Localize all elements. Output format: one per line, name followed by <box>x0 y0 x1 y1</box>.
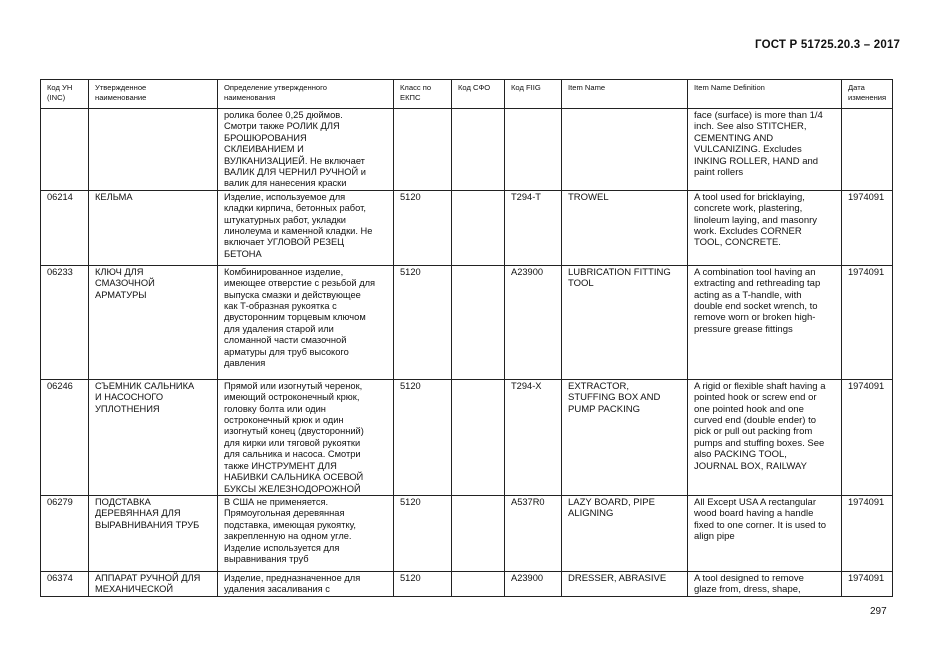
col-name-cell <box>89 109 218 191</box>
text-line: Прямоугольная деревянная <box>224 508 345 519</box>
col-fiig-header <box>505 80 562 109</box>
text-line: Смотри также РОЛИК ДЛЯ <box>224 121 340 132</box>
col-definition-header <box>218 80 394 109</box>
col-definition-cell <box>218 571 394 596</box>
text-line: Дата <box>848 83 865 92</box>
text-line: extracting and rethreading tap <box>694 278 821 290</box>
text-line: включает УГЛОВОЙ РЕЗЕЦ <box>224 237 345 248</box>
text-line: STUFFING BOX AND <box>568 392 661 404</box>
text-line: УПЛОТНЕНИЯ <box>95 403 160 414</box>
text-line: кладки кирпича, бетонных работ, <box>224 203 366 214</box>
table-body <box>41 109 893 597</box>
col-definition-cell <box>218 265 394 379</box>
col-date-header <box>842 80 893 109</box>
text-line: A tool designed to remove <box>694 572 804 584</box>
col-item-name-cell <box>562 109 688 191</box>
col-sfo-cell <box>452 379 505 495</box>
text-line: A23900 <box>511 572 544 583</box>
text-line: DRESSER, ABRASIVE <box>568 572 667 584</box>
text-line: валик для нанесения краски <box>224 178 347 189</box>
col-sfo-cell <box>452 495 505 571</box>
text-line: ЕКПС <box>400 93 421 102</box>
text-line: ВЫРАВНИВАНИЯ ТРУБ <box>95 519 200 530</box>
text-line: давления <box>224 358 266 369</box>
col-inc-cell <box>41 379 89 495</box>
col-definition-cell <box>218 379 394 495</box>
col-item-definition-cell <box>688 495 842 571</box>
text-line: ALIGNING <box>568 508 614 520</box>
col-name-cell <box>89 190 218 265</box>
text-line: A537R0 <box>511 496 545 507</box>
col-sfo-header <box>452 80 505 109</box>
col-item-name-cell <box>562 571 688 596</box>
text-line: 06214 <box>47 191 73 202</box>
table-row <box>41 265 893 379</box>
text-line: КЕЛЬМА <box>95 191 133 202</box>
text-line: имеющее отверстие с резьбой для <box>224 278 376 289</box>
col-name-cell <box>89 571 218 596</box>
text-line: 1974091 <box>848 572 885 583</box>
text-line: ВАЛИК ДЛЯ ЧЕРНИЛ РУЧНОЙ и <box>224 167 366 178</box>
text-line: линолеума и каменной кладки. Не <box>224 226 373 237</box>
text-line: A rigid or flexible shaft having a <box>694 380 826 392</box>
text-line: linoleum laying, and masonry <box>694 214 818 226</box>
col-definition-cell <box>218 495 394 571</box>
text-line: 06246 <box>47 380 73 391</box>
col-item-name-cell <box>562 190 688 265</box>
col-fiig-cell <box>505 190 562 265</box>
text-line: 1974091 <box>848 380 885 391</box>
text-line: 5120 <box>400 191 421 202</box>
text-line: закрепленную на одном угле. <box>224 531 352 542</box>
text-line: 06374 <box>47 572 73 583</box>
page-number: 297 <box>870 606 887 617</box>
col-inc-cell <box>41 190 89 265</box>
text-line: pick or pull out packing from <box>694 426 813 438</box>
text-line: СМАЗОЧНОЙ <box>95 278 155 289</box>
col-sfo-cell <box>452 265 505 379</box>
text-line: Код СФО <box>458 83 491 92</box>
text-line: КЛЮЧ ДЛЯ <box>95 266 144 277</box>
col-inc-cell <box>41 109 89 191</box>
col-date-cell <box>842 379 893 495</box>
text-line: остроконечный крюк и один <box>224 415 344 426</box>
text-line: удаления засаливания с <box>224 584 330 595</box>
col-fiig-cell <box>505 571 562 596</box>
text-line: имеющий остроконечный крюк, <box>224 392 360 403</box>
text-line: штукатурных работ, укладки <box>224 214 346 225</box>
col-fiig-cell <box>505 109 562 191</box>
text-line: also PACKING TOOL, <box>694 449 787 461</box>
text-line: выпуска смазки и действующее <box>224 289 361 300</box>
text-line: one pointed hook and one <box>694 403 804 415</box>
text-line: A tool used for bricklaying, <box>694 191 805 203</box>
text-line: remove worn or broken high- <box>694 312 816 324</box>
table-header-row <box>41 80 893 109</box>
text-line: Item Name Definition <box>694 83 765 92</box>
text-line: VULCANIZING. Excludes <box>694 144 802 156</box>
col-sfo-cell <box>452 571 505 596</box>
col-item-definition-cell <box>688 379 842 495</box>
col-fiig-cell <box>505 265 562 379</box>
text-line: наименование <box>95 93 147 102</box>
col-name-header <box>89 80 218 109</box>
col-item-definition-header <box>688 80 842 109</box>
text-line: арматуры для труб высокого <box>224 346 349 357</box>
text-line: Класс по <box>400 83 432 92</box>
text-line: наименования <box>224 93 276 102</box>
text-line: pointed hook or screw end or <box>694 392 817 404</box>
standard-code: ГОСТ Р 51725.20.3 – 2017 <box>755 39 901 51</box>
col-sfo-cell <box>452 190 505 265</box>
text-line: СКЛЕИВАНИЕМ И <box>224 144 304 155</box>
text-line: АППАРАТ РУЧНОЙ ДЛЯ <box>95 572 201 583</box>
text-line: БУКСЫ ЖЕЛЕЗНОДОРОЖНОЙ <box>224 483 361 494</box>
text-line: Изделие, предназначенное для <box>224 572 361 583</box>
col-inc-cell <box>41 495 89 571</box>
text-line: Item Name <box>568 83 606 92</box>
table-row <box>41 109 893 191</box>
text-line: TOOL, CONCRETE. <box>694 237 781 249</box>
text-line: Изделие, используемое для <box>224 191 346 202</box>
text-line: inch. See also STITCHER, <box>694 121 807 133</box>
text-line: 5120 <box>400 380 421 391</box>
text-line: как Т-образная рукоятка с <box>224 301 337 312</box>
col-item-definition-cell <box>688 109 842 191</box>
text-line: ролика более 0,25 дюймов. <box>224 110 343 120</box>
col-item-name-header <box>562 80 688 109</box>
text-line: двусторонним торцевым ключом <box>224 312 366 323</box>
text-line: АРМАТУРЫ <box>95 289 147 300</box>
text-line: wood board having a handle <box>694 508 814 520</box>
col-date-cell <box>842 265 893 379</box>
text-line: изогнутый конец (двусторонний) <box>224 426 364 437</box>
col-name-cell <box>89 265 218 379</box>
text-line: LAZY BOARD, PIPE <box>568 496 655 508</box>
col-class-cell <box>394 109 452 191</box>
col-date-cell <box>842 495 893 571</box>
text-line: 5120 <box>400 266 421 277</box>
text-line: fixed to one corner. It is used to <box>694 519 827 531</box>
text-line: LUBRICATION FITTING <box>568 266 671 278</box>
text-line: НАБИВКИ САЛЬНИКА ОСЕВОЙ <box>224 472 364 483</box>
text-line: МЕХАНИЧЕСКОЙ <box>95 584 174 595</box>
col-item-definition-cell <box>688 190 842 265</box>
text-line: work. Excludes CORNER <box>694 226 802 238</box>
catalog-table <box>40 79 893 597</box>
text-line: В США не применяется. <box>224 496 329 507</box>
text-line: Изделие используется для <box>224 542 340 553</box>
text-line: PUMP PACKING <box>568 403 640 415</box>
col-sfo-cell <box>452 109 505 191</box>
text-line: TOOL <box>568 278 594 290</box>
col-definition-cell <box>218 109 394 191</box>
text-line: Прямой или изогнутый черенок, <box>224 380 363 391</box>
text-line: A combination tool having an <box>694 266 816 278</box>
text-line: curved end (double ender) to <box>694 415 816 427</box>
col-name-cell <box>89 379 218 495</box>
text-line: подставка, имеющая рукоятку, <box>224 519 356 530</box>
text-line: double end socket wrench, to <box>694 301 818 313</box>
text-line: СЪЕМНИК САЛЬНИКА <box>95 380 195 391</box>
col-item-definition-cell <box>688 571 842 596</box>
text-line: concrete work, plastering, <box>694 203 803 215</box>
text-line: сломанной части смазочной <box>224 335 347 346</box>
col-definition-cell <box>218 190 394 265</box>
text-line: acting as a T-handle, with <box>694 289 802 301</box>
col-class-cell <box>394 495 452 571</box>
text-line: Определение утвержденного <box>224 83 327 92</box>
text-line: изменения <box>848 93 887 102</box>
text-line: Утвержденное <box>95 83 147 92</box>
text-line: И НАСОСНОГО <box>95 392 164 403</box>
col-date-cell <box>842 571 893 596</box>
text-line: JOURNAL BOX, RAILWAY <box>694 460 807 472</box>
table-row <box>41 495 893 571</box>
text-line: TROWEL <box>568 191 609 203</box>
text-line: glaze from, dress, shape, <box>694 584 801 596</box>
text-line: ДЕРЕВЯННАЯ ДЛЯ <box>95 508 181 519</box>
text-line: выравнивания труб <box>224 553 309 564</box>
col-date-cell <box>842 190 893 265</box>
text-line: головку болта или один <box>224 403 326 414</box>
text-line: ПОДСТАВКА <box>95 496 151 507</box>
text-line: (INC) <box>47 93 66 102</box>
text-line: 5120 <box>400 572 421 583</box>
text-line: БРОШЮРОВАНИЯ <box>224 132 307 143</box>
col-class-cell <box>394 571 452 596</box>
text-line: 06233 <box>47 266 73 277</box>
col-name-cell <box>89 495 218 571</box>
col-item-name-cell <box>562 379 688 495</box>
col-class-cell <box>394 265 452 379</box>
text-line: 1974091 <box>848 266 885 277</box>
col-class-cell <box>394 190 452 265</box>
text-line: для удаления старой или <box>224 323 334 334</box>
text-line: Код FIIG <box>511 83 541 92</box>
text-line: также ИНСТРУМЕНТ ДЛЯ <box>224 460 337 471</box>
col-class-cell <box>394 379 452 495</box>
col-fiig-cell <box>505 379 562 495</box>
col-inc-cell <box>41 265 89 379</box>
col-inc-header <box>41 80 89 109</box>
text-line: Код УН <box>47 83 73 92</box>
text-line: CEMENTING AND <box>694 132 774 144</box>
col-item-name-cell <box>562 265 688 379</box>
table-row <box>41 190 893 265</box>
text-line: для кирки или тяговой рукоятки <box>224 437 361 448</box>
col-item-name-cell <box>562 495 688 571</box>
col-date-cell <box>842 109 893 191</box>
text-line: paint rollers <box>694 167 744 179</box>
col-class-header <box>394 80 452 109</box>
col-inc-cell <box>41 571 89 596</box>
text-line: align pipe <box>694 531 735 543</box>
text-line: ВУЛКАНИЗАЦИЕЙ. Не включает <box>224 155 365 166</box>
table-row <box>41 379 893 495</box>
col-fiig-cell <box>505 495 562 571</box>
text-line: All Except USA A rectangular <box>694 496 816 508</box>
text-line: БЕТОНА <box>224 248 262 259</box>
text-line: для сальника и насоса. Смотри <box>224 449 361 460</box>
text-line: 06279 <box>47 496 73 507</box>
text-line: A23900 <box>511 266 544 277</box>
table-row <box>41 571 893 596</box>
text-line: INKING ROLLER, HAND and <box>694 155 819 167</box>
text-line: Комбинированное изделие, <box>224 266 344 277</box>
text-line: face (surface) is more than 1/4 <box>694 110 823 121</box>
text-line: 1974091 <box>848 191 885 202</box>
text-line: 1974091 <box>848 496 885 507</box>
col-item-definition-cell <box>688 265 842 379</box>
text-line: 5120 <box>400 496 421 507</box>
text-line: pressure grease fittings <box>694 323 793 335</box>
text-line: pumps and stuffing boxes. See <box>694 437 825 449</box>
text-line: EXTRACTOR, <box>568 380 630 392</box>
text-line: T294-X <box>511 380 542 391</box>
text-line: T294-T <box>511 191 541 202</box>
